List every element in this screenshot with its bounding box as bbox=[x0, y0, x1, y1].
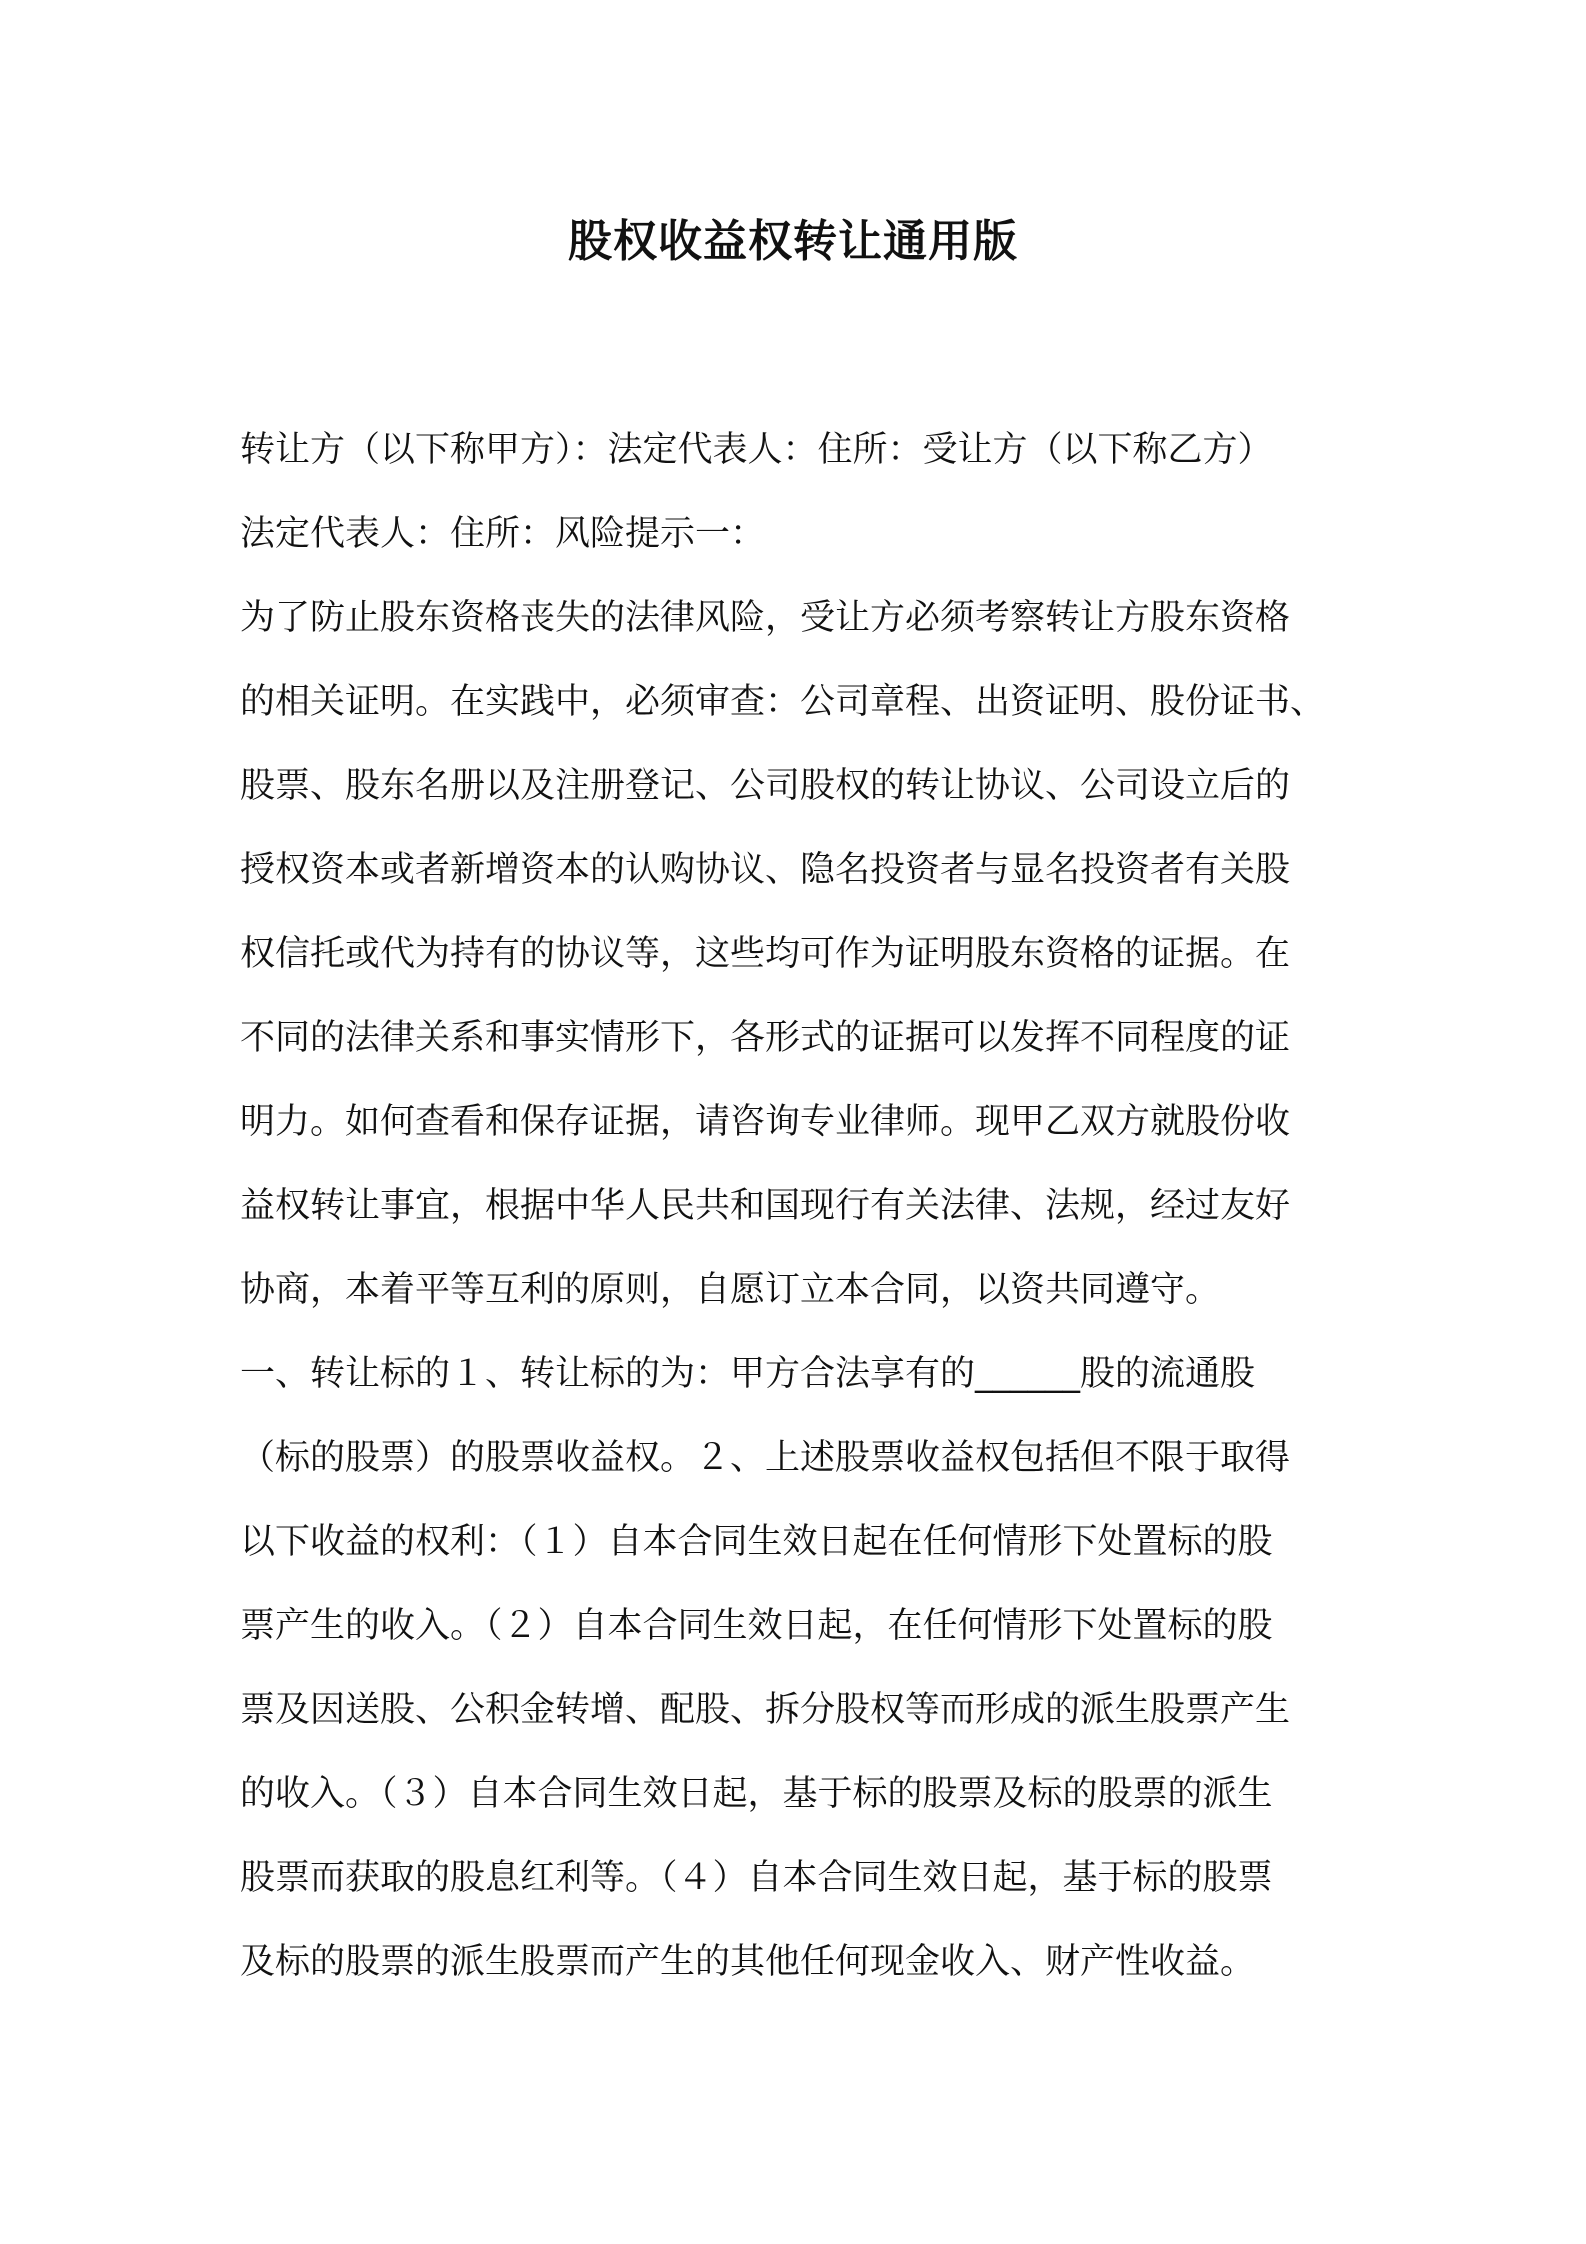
body-line: 权信托或代为持有的协议等，这些均可作为证明股东资格的证据。在 bbox=[240, 934, 1291, 974]
body-line: 法定代表人：住所：风险提示一： bbox=[240, 514, 766, 554]
document-title: 股权收益权转让通用版 bbox=[568, 216, 1018, 267]
body-line: 益权转让事宜，根据中华人民共和国现行有关法律、法规，经过友好 bbox=[240, 1186, 1291, 1226]
body-line: 票及因送股、公积金转增、配股、拆分股权等而形成的派生股票产生 bbox=[240, 1690, 1291, 1730]
body-line: 及标的股票的派生股票而产生的其他任何现金收入、财产性收益。 bbox=[240, 1942, 1256, 1982]
body-line: 票产生的收入。（２）自本合同生效日起，在任何情形下处置标的股 bbox=[240, 1606, 1273, 1646]
body-line: 一、转让标的１、转让标的为：甲方合法享有的______股的流通股 bbox=[240, 1354, 1256, 1394]
body-line: 以下收益的权利：（１）自本合同生效日起在任何情形下处置标的股 bbox=[240, 1522, 1273, 1562]
body-line: 明力。如何查看和保存证据，请咨询专业律师。现甲乙双方就股份收 bbox=[240, 1102, 1291, 1142]
body-line: 为了防止股东资格丧失的法律风险，受让方必须考察转让方股东资格 bbox=[240, 598, 1291, 638]
body-line: 转让方（以下称甲方）：法定代表人：住所：受让方（以下称乙方） bbox=[240, 430, 1273, 470]
body-line: 协商，本着平等互利的原则，自愿订立本合同，以资共同遵守。 bbox=[240, 1270, 1221, 1310]
body-line: 股票、股东名册以及注册登记、公司股权的转让协议、公司设立后的 bbox=[240, 766, 1291, 806]
body-line: 股票而获取的股息红利等。（４）自本合同生效日起，基于标的股票 bbox=[240, 1858, 1273, 1898]
document-body bbox=[240, 408, 1350, 2004]
body-line: （标的股票）的股票收益权。２、上述股票收益权包括但不限于取得 bbox=[240, 1438, 1291, 1478]
body-line: 授权资本或者新增资本的认购协议、隐名投资者与显名投资者有关股 bbox=[240, 850, 1291, 890]
body-line: 的相关证明。在实践中，必须审查：公司章程、出资证明、股份证书、 bbox=[240, 682, 1326, 722]
body-line: 不同的法律关系和事实情形下，各形式的证据可以发挥不同程度的证 bbox=[240, 1018, 1291, 1058]
body-line: 的收入。（３）自本合同生效日起，基于标的股票及标的股票的派生 bbox=[240, 1774, 1273, 1814]
